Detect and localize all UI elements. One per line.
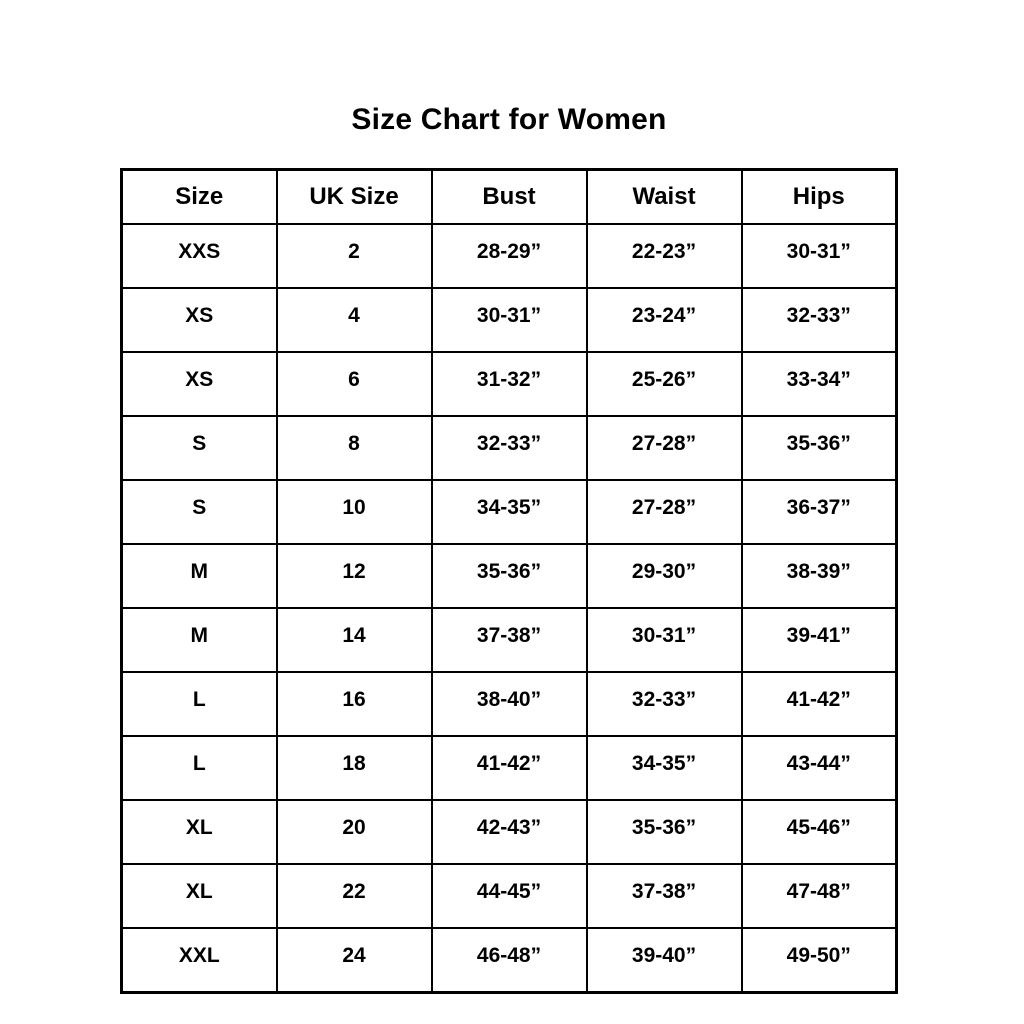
table-cell: 32-33” <box>587 672 742 736</box>
table-cell: 18 <box>277 736 432 800</box>
table-cell: 35-36” <box>742 416 897 480</box>
table-cell: 22-23” <box>587 224 742 288</box>
page-title: Size Chart for Women <box>351 103 667 136</box>
table-cell: 30-31” <box>742 224 897 288</box>
table-cell: XL <box>122 800 277 864</box>
table-header <box>122 170 897 225</box>
table-row <box>122 736 897 800</box>
table-cell: 4 <box>277 288 432 352</box>
table-row <box>122 224 897 288</box>
table-cell: 45-46” <box>742 800 897 864</box>
column-header-uk-size: UK Size <box>277 170 432 225</box>
table-row <box>122 352 897 416</box>
table-cell: 22 <box>277 864 432 928</box>
table-cell: 12 <box>277 544 432 608</box>
table-cell: L <box>122 672 277 736</box>
table-row <box>122 672 897 736</box>
table-row <box>122 480 897 544</box>
table-cell: 41-42” <box>742 672 897 736</box>
table-cell: 8 <box>277 416 432 480</box>
column-header-waist: Waist <box>587 170 742 225</box>
table-cell: 23-24” <box>587 288 742 352</box>
table-cell: 30-31” <box>432 288 587 352</box>
table-row <box>122 608 897 672</box>
table-cell: 30-31” <box>587 608 742 672</box>
table-cell: XXL <box>122 928 277 993</box>
table-cell: S <box>122 416 277 480</box>
header-row <box>122 170 897 225</box>
table-cell: 29-30” <box>587 544 742 608</box>
table-cell: 47-48” <box>742 864 897 928</box>
table-cell: 32-33” <box>432 416 587 480</box>
table-row <box>122 544 897 608</box>
table-cell: 42-43” <box>432 800 587 864</box>
table-cell: 46-48” <box>432 928 587 993</box>
table-cell: 39-40” <box>587 928 742 993</box>
table-cell: 16 <box>277 672 432 736</box>
table-cell: 37-38” <box>587 864 742 928</box>
table-body <box>122 224 897 993</box>
table-cell: 6 <box>277 352 432 416</box>
table-cell: 37-38” <box>432 608 587 672</box>
table-row <box>122 864 897 928</box>
table-cell: 27-28” <box>587 480 742 544</box>
table-cell: XS <box>122 352 277 416</box>
table-cell: 10 <box>277 480 432 544</box>
table-cell: 34-35” <box>432 480 587 544</box>
table-cell: 20 <box>277 800 432 864</box>
table-cell: 35-36” <box>587 800 742 864</box>
table-cell: XS <box>122 288 277 352</box>
table-cell: 35-36” <box>432 544 587 608</box>
table-cell: M <box>122 608 277 672</box>
table-cell: 41-42” <box>432 736 587 800</box>
table-row <box>122 928 897 993</box>
table-cell: 34-35” <box>587 736 742 800</box>
table-cell: XL <box>122 864 277 928</box>
table-cell: S <box>122 480 277 544</box>
table-cell: 24 <box>277 928 432 993</box>
table-cell: 27-28” <box>587 416 742 480</box>
table-cell: 43-44” <box>742 736 897 800</box>
table-cell: 14 <box>277 608 432 672</box>
table-cell: 38-40” <box>432 672 587 736</box>
column-header-bust: Bust <box>432 170 587 225</box>
table-cell: 28-29” <box>432 224 587 288</box>
table-cell: 33-34” <box>742 352 897 416</box>
table-cell: 49-50” <box>742 928 897 993</box>
table-cell: XXS <box>122 224 277 288</box>
table-cell: 36-37” <box>742 480 897 544</box>
table-cell: 39-41” <box>742 608 897 672</box>
table-row <box>122 288 897 352</box>
table-row <box>122 800 897 864</box>
table-cell: 44-45” <box>432 864 587 928</box>
column-header-size: Size <box>122 170 277 225</box>
table-cell: M <box>122 544 277 608</box>
table-cell: 25-26” <box>587 352 742 416</box>
table-cell: 31-32” <box>432 352 587 416</box>
table-cell: 32-33” <box>742 288 897 352</box>
column-header-hips: Hips <box>742 170 897 225</box>
table-cell: 2 <box>277 224 432 288</box>
size-chart-table <box>120 168 898 994</box>
table-cell: 38-39” <box>742 544 897 608</box>
table-cell: L <box>122 736 277 800</box>
table-row <box>122 416 897 480</box>
